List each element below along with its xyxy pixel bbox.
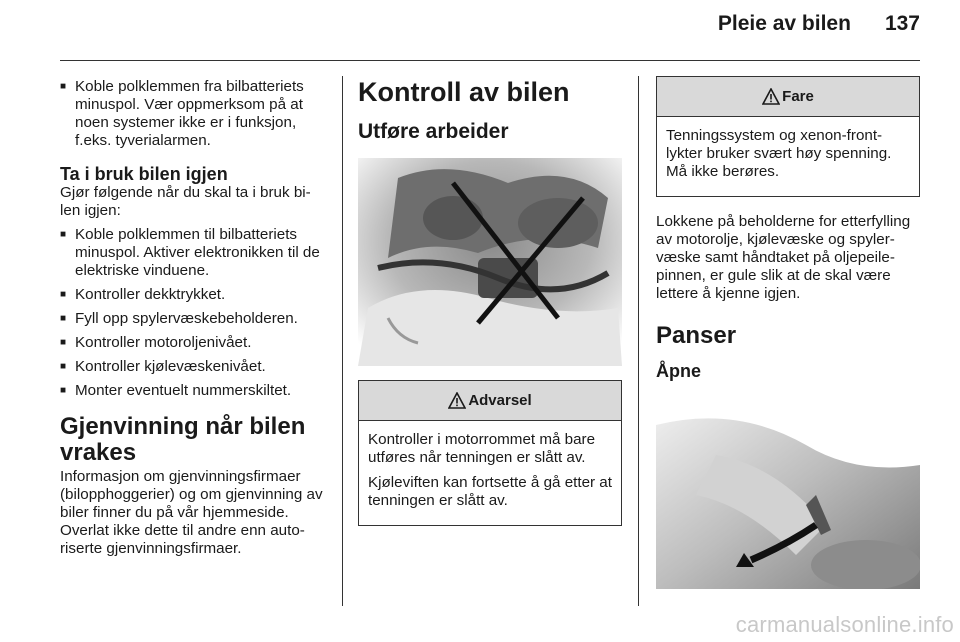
- header-rule: [60, 60, 920, 61]
- open-heading: Åpne: [656, 361, 701, 381]
- header-title: Pleie av bilen: [717, 12, 851, 35]
- page-header: [718, 12, 920, 36]
- restart-heading: Ta i bruk bilen igjen: [60, 164, 228, 184]
- warning-triangle-icon: [762, 88, 780, 105]
- column-divider-2: [638, 76, 639, 606]
- warning-label: Advarsel: [468, 392, 532, 409]
- recycling-text: Informasjon om gjenvinningsfirmaer (bilopphoggerier) og om gjenvinning av biler finner du på vår hjemmeside. Overlat ikke dette til andre enn auto-riserte gjenvinningsfirmaer.: [60, 468, 323, 557]
- danger-body: [657, 117, 919, 196]
- recycling-heading: Gjenvinning når bilen vrakes: [60, 413, 306, 466]
- danger-header: [657, 77, 919, 117]
- danger-box: [656, 76, 920, 197]
- column-2: [358, 78, 622, 526]
- restart-text: Gjør følgende når du skal ta i bruk bi-len igjen:: [60, 184, 311, 219]
- list-item: ■ Fyll opp spylervæskebeholderen.: [60, 310, 328, 328]
- list-item: ■ Monter eventuelt nummerskiltet.: [60, 382, 328, 400]
- warning-body: [359, 421, 621, 525]
- warning-header: [359, 381, 621, 421]
- hood-heading: Panser: [656, 322, 737, 349]
- warning-paragraph: Kjøleviften kan fortsette å gå etter at tenningen er slått av.: [368, 474, 612, 509]
- restart-bullet-list: [60, 226, 328, 400]
- warning-triangle-icon: [448, 392, 466, 409]
- engine-bay-illustration: [358, 158, 622, 366]
- danger-label: Fare: [782, 88, 814, 105]
- column-1: [60, 78, 328, 558]
- section-subtitle: Utføre arbeider: [358, 120, 509, 143]
- section-title: Kontroll av bilen: [358, 77, 570, 107]
- danger-text: Tenningssystem og xenon-front-lykter bruker svært høy spenning. Må ikke berøres.: [666, 127, 892, 180]
- column-3: [656, 78, 920, 589]
- watermark: carmanualsonline.info: [735, 612, 954, 637]
- intro-bullet: ■ Koble polklemmen fra bilbatteriets minuspol. Vær oppmerksom på at noen systemer ikke er i funksjon, f.eks. tyverialarmen.: [60, 78, 328, 150]
- hood-release-illustration: [656, 395, 920, 589]
- column-divider-1: [342, 76, 343, 606]
- list-item: ■ Kontroller dekktrykket.: [60, 286, 328, 304]
- page-number: 137: [884, 12, 920, 35]
- info-text: Lokkene på beholderne for etterfylling av motorolje, kjølevæske og spyler-væske samt håndtaket på oljepeile-pinnen, er gule slik at de skal være lettere å kjenne igjen.: [656, 213, 911, 302]
- warning-box: [358, 380, 622, 526]
- warning-paragraph: Kontroller i motorrommet må bare utføres når tenningen er slått av.: [368, 431, 596, 466]
- list-item: ■ Kontroller motoroljenivået.: [60, 334, 328, 352]
- list-item: ■ Koble polklemmen til bilbatteriets minuspol. Aktiver elektronikken til de elektriske vinduene.: [60, 226, 328, 280]
- list-item: ■ Kontroller kjølevæskenivået.: [60, 358, 328, 376]
